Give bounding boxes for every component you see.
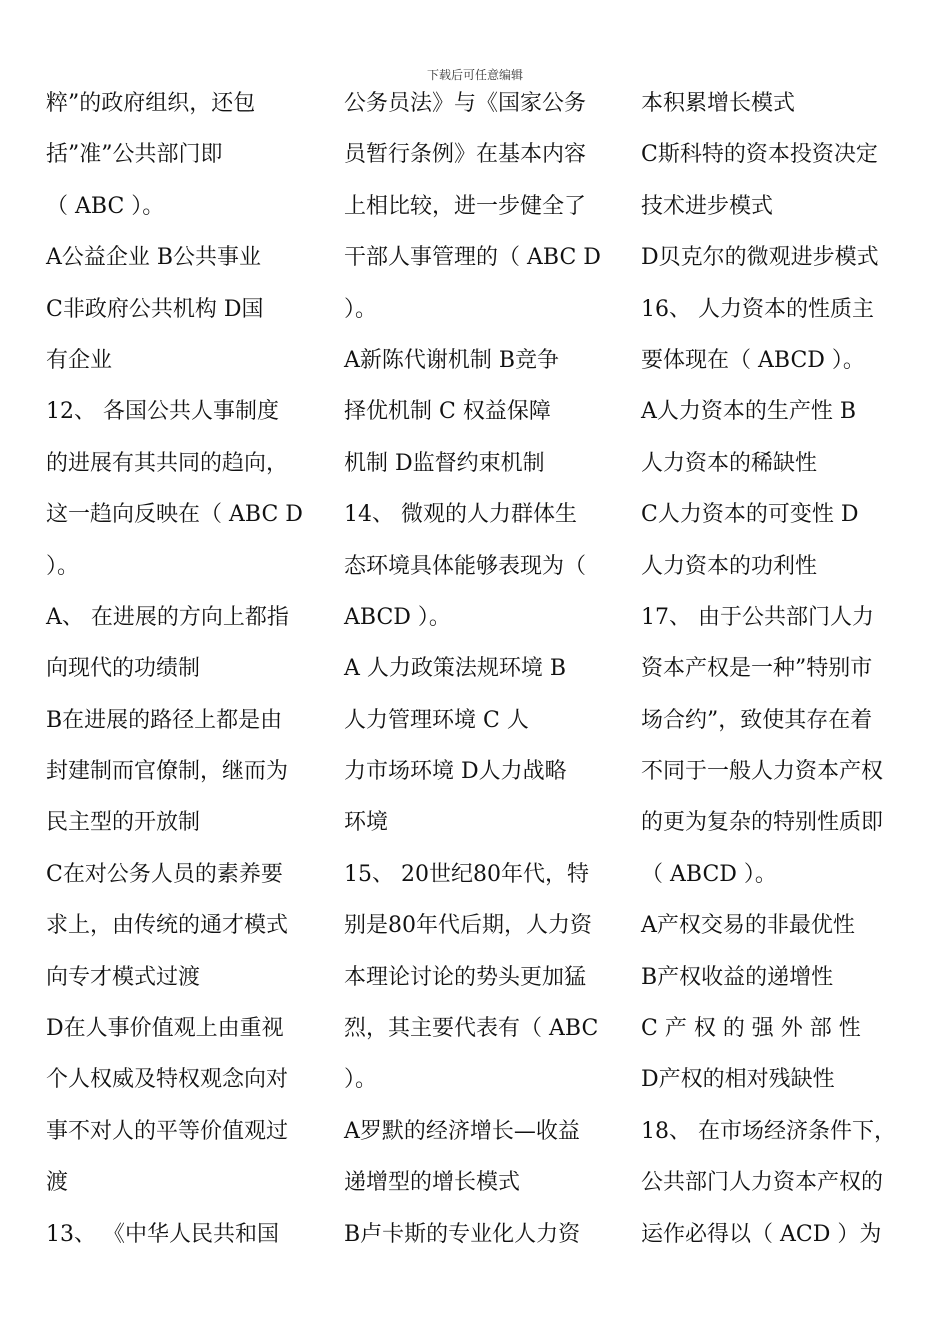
text-line: ）。 [344,1067,378,1093]
text-line: 粹”的政府组织，还包 [46,91,256,116]
text-line: ）。 [46,553,80,579]
text-line: 17、 由于公共部门人力 [641,604,874,630]
text-line: 的更为复杂的特别性质即 [641,810,884,836]
text-line: A人力资本的生产性 B [641,399,857,425]
text-line: 公务员法》与《国家公务 [344,91,587,116]
text-line: A、 在进展的方向上都指 [46,604,289,630]
text-line: 14、 微观的人力群体生 [344,502,577,528]
text-line: D产权的相对残缺性 [641,1067,835,1093]
text-line: ABCD ）。 [344,604,451,630]
text-line: 力市场环境 D人力战略 [344,759,567,785]
text-column-2 [344,84,612,1266]
text-line: 公共部门人力资本产权的 [641,1170,884,1196]
text-line: 不同于一般人力资本产权 [641,759,884,785]
text-line: 的进展有其共同的趋向， [46,450,289,476]
text-line: 本理论讨论的势头更加猛 [344,964,587,990]
text-line: C在对公务人员的素养要 [46,861,283,887]
text-line: 向现代的功绩制 [46,656,201,682]
text-line: 括”准”公共部门即 [46,142,223,168]
text-line: 渡 [46,1170,69,1196]
text-line: 个人权威及特权观念向对 [46,1067,289,1093]
text-line: 要体现在（ ABCD ）。 [641,347,865,373]
text-line: B卢卡斯的专业化人力资 [344,1221,581,1247]
text-line: 有企业 [46,347,113,373]
text-line: C非政府公共机构 D国 [46,296,264,322]
text-line: C 产 权 的 强 外 部 性 [641,1016,861,1042]
text-line: 递增型的增长模式 [344,1170,521,1196]
text-line: D在人事价值观上由重视 [46,1016,284,1042]
text-line: 13、 《中华人民共和国 [46,1221,279,1247]
text-line: B产权收益的递增性 [641,964,834,990]
text-line: 上相比较，进一步健全了 [344,193,587,219]
text-line: 人力资本的功利性 [641,553,818,579]
text-line: ）。 [344,296,378,322]
text-line: A 人力政策法规环境 B [344,656,567,682]
text-line: 18、 在市场经济条件下， [641,1118,896,1144]
text-line: A产权交易的非最优性 [641,913,855,939]
text-line: 12、 各国公共人事制度 [46,399,279,425]
text-line: 求上，由传统的通才模式 [46,913,289,939]
page-header: 下载后可任意编辑 [426,68,523,82]
text-line: C斯科特的资本投资决定 [641,142,878,168]
text-line: 员暂行条例》在基本内容 [344,142,587,168]
text-line: 封建制而官僚制，继而为 [46,759,289,785]
text-line: B在进展的路径上都是由 [46,707,283,733]
text-line: 向专才模式过渡 [46,964,201,990]
text-line: 干部人事管理的（ ABC D [344,245,601,271]
text-line: 人力资本的稀缺性 [641,450,818,476]
text-line: A新陈代谢机制 B竞争 [344,347,560,373]
text-line: 事不对人的平等价值观过 [46,1118,289,1144]
text-line: A公益企业 B公共事业 [46,245,262,271]
text-line: 别是80年代后期，人力资 [344,913,592,939]
text-line: 民主型的开放制 [46,810,201,836]
text-line: 机制 D监督约束机制 [344,450,545,476]
text-line: 16、 人力资本的性质主 [641,296,874,322]
text-line: A罗默的经济增长—收益 [344,1118,580,1144]
text-line: C人力资本的可变性 D [641,502,859,528]
text-line: 15、 20世纪80年代，特 [344,861,589,887]
text-line: 人力管理环境 C 人 [344,707,529,733]
text-line: 这一趋向反映在（ ABC D [46,502,303,528]
text-line: （ ABC ）。 [46,193,165,219]
text-column-3 [641,84,909,1266]
text-line: （ ABCD ）。 [641,861,777,887]
text-line: 本积累增长模式 [641,91,796,116]
text-line: 环境 [344,810,389,836]
text-line: 技术进步模式 [641,193,774,219]
text-line: 态环境具体能够表现为（ [344,553,587,579]
text-line: 择优机制 C 权益保障 [344,399,551,425]
text-line: D贝克尔的微观进步模式 [641,245,879,271]
text-line: 资本产权是一种”特别市 [641,656,873,682]
text-column-1 [46,84,314,1266]
text-line: 烈，其主要代表有（ ABC [344,1016,599,1042]
text-line: 场合约”，致使其存在着 [641,707,873,733]
text-line: 运作必得以（ ACD ）为 [641,1221,882,1247]
